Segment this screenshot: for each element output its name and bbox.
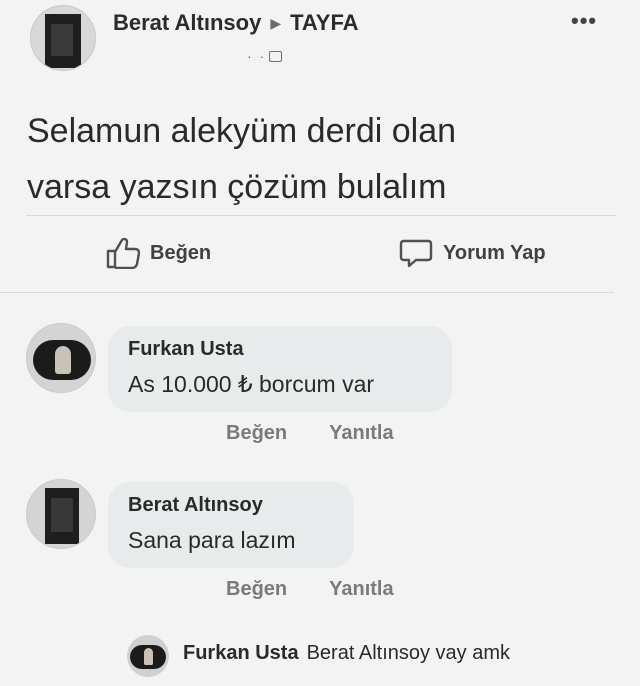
- post-header: [113, 10, 359, 36]
- reply-author[interactable]: Furkan Usta: [183, 642, 299, 664]
- divider: [0, 292, 614, 293]
- group-name[interactable]: TAYFA: [290, 10, 359, 35]
- comment-like-button[interactable]: Beğen: [226, 422, 288, 444]
- commenter-avatar[interactable]: [26, 479, 96, 549]
- photo-icon: [269, 51, 282, 62]
- reply-text: Berat Altınsoy vay amk: [306, 642, 511, 664]
- commenter-avatar[interactable]: [26, 323, 96, 393]
- comment-button[interactable]: Yorum Yap: [399, 237, 546, 269]
- post-text: Selamun alekyüm derdi olan varsa yazsın çözüm bulalım: [27, 112, 457, 206]
- comment-text: As 10.000 ₺ borcum var: [128, 371, 375, 397]
- comment-text: Sana para lazım: [128, 527, 296, 553]
- author-avatar[interactable]: [30, 5, 96, 71]
- commenter-name[interactable]: Berat Altınsoy: [128, 494, 263, 516]
- comment-bubble: [108, 326, 452, 412]
- divider: [26, 215, 616, 216]
- thumbs-up-icon: [106, 237, 140, 269]
- comment-like-button[interactable]: Beğen: [226, 578, 288, 600]
- comment-actions: [226, 578, 436, 601]
- comment-reply-button[interactable]: Yanıtla: [329, 578, 394, 600]
- comment-reply-button[interactable]: Yanıtla: [329, 422, 394, 444]
- author-name[interactable]: Berat Altınsoy: [113, 10, 262, 35]
- comment-bubble: [108, 482, 354, 568]
- like-button[interactable]: Beğen: [106, 237, 211, 269]
- commenter-name[interactable]: Furkan Usta: [128, 338, 244, 360]
- arrow-right-icon: ▶: [270, 14, 282, 31]
- comment-icon: [399, 237, 433, 269]
- reply-avatar[interactable]: [127, 635, 169, 677]
- post-meta: · ·: [247, 48, 282, 64]
- more-options-icon[interactable]: •••: [571, 8, 598, 33]
- reply-preview[interactable]: [183, 642, 510, 665]
- comment-actions: [226, 422, 436, 445]
